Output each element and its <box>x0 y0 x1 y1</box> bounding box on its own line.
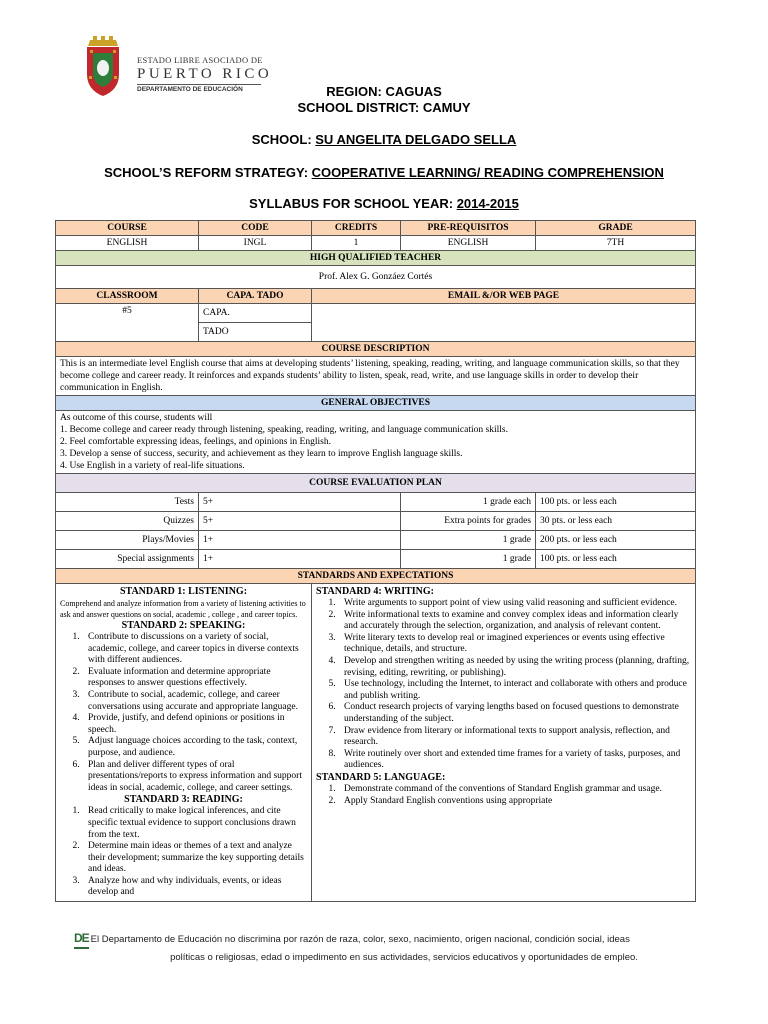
footer-line2: políticas o religiosas, edad o impedimento en sus actividades, servicios educativos y oportunidades de empleo. <box>170 952 638 963</box>
evaluation-points: 100 pts. or less each <box>536 550 696 569</box>
course-header: COURSE <box>56 221 199 236</box>
standard4-item: 6. Conduct research projects of varying lengths based on focused questions to demonstrate understanding of the subject. <box>338 702 691 725</box>
standard3-item: 1. Read critically to make logical inferences, and cite specific textual evidence to support conclusions drawn from the text. <box>82 806 307 841</box>
standard4-item: 2. Write informational texts to examine and convey complex ideas and information clearly and accurately through the selection, organization, and analysis of relevant content. <box>338 610 691 633</box>
course-values-row <box>56 236 696 251</box>
standard1-title: STANDARD 1: LISTENING: <box>119 586 248 597</box>
standard3-item: 2. Determine main ideas or themes of a text and analyze their development; summarize the key supporting details and ideas. <box>82 841 307 876</box>
credits-value: 1 <box>312 236 401 251</box>
objective-item: 4. Use English in a variety of real-life situations. <box>60 461 245 471</box>
evaluation-item: Plays/Movies <box>56 531 199 550</box>
footer-notice <box>74 929 734 967</box>
code-value: INGL <box>199 236 312 251</box>
classroom-value: #5 <box>56 304 199 342</box>
evaluation-weight: 1 grade <box>401 550 536 569</box>
course-header-row <box>56 221 696 236</box>
teacher-name: Prof. Alex G. Gonzáez Cortés <box>56 266 696 289</box>
standard2-item: 5. Adjust language choices according to the task, context, purpose, and audience. <box>82 736 307 759</box>
standard3-list <box>60 806 307 899</box>
standard4-item: 7. Draw evidence from literary or informational texts to support analysis, reflection, and research. <box>338 726 691 749</box>
footer-text1: El Departamento de Educación no discrimina por razón de raza, color, sexo, nacimiento, origen nacional, condición social, ideas <box>90 934 630 945</box>
standards-left-column <box>56 584 312 902</box>
evaluation-count: 5+ <box>199 493 401 512</box>
evaluation-weight: 1 grade each <box>401 493 536 512</box>
objective-item: 3. Develop a sense of success, security, and achievement as they learn to improve English language skills. <box>60 449 463 459</box>
grade-value: 7TH <box>536 236 696 251</box>
prerequisites-header: PRE-REQUISITOS <box>401 221 536 236</box>
standard3-title: STANDARD 3: READING: <box>124 794 243 806</box>
objective-item: 1. Become college and career ready through listening, speaking, reading, writing, and language communication skills. <box>60 425 508 435</box>
standard1-text: Comprehend and analyze information from a variety of listening activities to ask and answer questions on social, academic , college , and career topics. <box>60 599 306 619</box>
standard4-title: STANDARD 4: WRITING: <box>316 586 434 597</box>
standard2-item: 2. Evaluate information and determine appropriate responses to answer questions effectively. <box>82 667 307 690</box>
evaluation-weight: 1 grade <box>401 531 536 550</box>
standard2-item: 3. Contribute to social, academic, college, and career conversations using accurate and appropriate language. <box>82 690 307 713</box>
agency-line2: PUERTO RICO <box>137 66 273 82</box>
strategy-heading <box>0 165 768 180</box>
standards-right-column <box>312 584 696 902</box>
standard2-item: 4. Provide, justify, and defend opinions or positions in speech. <box>82 713 307 736</box>
standard2-item: 6. Plan and deliver different types of oral presentations/reports to express information and support ideas in social, academic, college, and career settings. <box>82 760 307 795</box>
objectives-heading: GENERAL OBJECTIVES <box>56 396 696 411</box>
standard4-item: 3. Write literary texts to develop real or imagined experiences or events using effective technique, details, and structure. <box>338 633 691 656</box>
agency-line1: ESTADO LIBRE ASOCIADO DE <box>137 55 263 65</box>
standard5-title: STANDARD 5: LANGUAGE: <box>316 771 446 783</box>
school-value: SU ANGELITA DELGADO SELLA <box>315 132 517 147</box>
evaluation-row <box>56 550 696 569</box>
prerequisites-value: ENGLISH <box>401 236 536 251</box>
classroom-header: CLASSROOM <box>56 289 199 304</box>
evaluation-points: 100 pts. or less each <box>536 493 696 512</box>
region-heading: REGION: CAGUAS <box>326 84 442 99</box>
department-logo: DE <box>74 929 89 949</box>
description-text: This is an intermediate level English course that aims at developing students’ listening, speaking, reading, writing, and language communication skills, so that they become college and career ready. It reinforces and expands students’ ability to listen, speak, read, write, and use language skills in order to develop their communication in English. <box>56 357 696 396</box>
objective-item: 2. Feel comfortable expressing ideas, feelings, and opinions in English. <box>60 437 331 447</box>
evaluation-weight: Extra points for grades <box>401 512 536 531</box>
evaluation-row <box>56 493 696 512</box>
evaluation-item: Tests <box>56 493 199 512</box>
credits-header: CREDITS <box>312 221 401 236</box>
evaluation-count: 1+ <box>199 550 401 569</box>
standard2-list <box>60 632 307 794</box>
teacher-heading: HIGH QUALIFIED TEACHER <box>56 251 696 266</box>
capa-header: CAPA. TADO <box>199 289 312 304</box>
agency-line3: DEPARTAMENTO DE EDUCACIÓN <box>137 86 243 93</box>
standard3-item: 3. Analyze how and why individuals, events, or ideas develop and <box>82 876 307 899</box>
evaluation-points: 30 pts. or less each <box>536 512 696 531</box>
evaluation-count: 1+ <box>199 531 401 550</box>
standard5-item: 1. Demonstrate command of the conventions of Standard English grammar and usage. <box>338 784 691 796</box>
evaluation-row <box>56 531 696 550</box>
evaluation-row <box>56 512 696 531</box>
grade-header: GRADE <box>536 221 696 236</box>
course-value: ENGLISH <box>56 236 199 251</box>
footer-line1 <box>74 929 734 949</box>
objectives-intro: As outcome of this course, students will <box>60 413 213 423</box>
standards-heading: STANDARDS AND EXPECTATIONS <box>56 569 696 584</box>
standard4-item: 5. Use technology, including the Internet, to interact and collaborate with others and produce and publish writing. <box>338 679 691 702</box>
classroom-header-row <box>56 289 696 304</box>
capa-line2: TADO <box>199 323 312 342</box>
evaluation-points: 200 pts. or less each <box>536 531 696 550</box>
objectives-list <box>56 411 696 474</box>
standard4-item: 4. Develop and strengthen writing as needed by using the writing process (planning, drafting, revising, editing, rewriting, or publishing). <box>338 656 691 679</box>
standard2-item: 1. Contribute to discussions on a variety of social, academic, college, and career topics in diverse contexts with different audiences. <box>82 632 307 667</box>
syllabus-heading <box>0 196 768 211</box>
standard5-item: 2. Apply Standard English conventions using appropriate <box>338 796 691 808</box>
school-label: SCHOOL: <box>251 132 316 147</box>
syllabus-label: SYLLABUS FOR SCHOOL YEAR: <box>249 196 457 211</box>
email-header: EMAIL &/OR WEB PAGE <box>312 289 696 304</box>
description-heading: COURSE DESCRIPTION <box>56 342 696 357</box>
school-heading <box>0 132 768 147</box>
email-value <box>312 304 696 342</box>
syllabus-value: 2014-2015 <box>456 196 519 211</box>
evaluation-item: Special assignments <box>56 550 199 569</box>
district-heading: SCHOOL DISTRICT: CAMUY <box>297 100 471 115</box>
evaluation-item: Quizzes <box>56 512 199 531</box>
code-header: CODE <box>199 221 312 236</box>
standard2-title: STANDARD 2: SPEAKING: <box>121 620 246 631</box>
standard4-item: 8. Write routinely over short and extended time frames for a variety of tasks, purposes, and audiences. <box>338 749 691 772</box>
syllabus-table <box>55 220 696 902</box>
evaluation-heading: COURSE EVALUATION PLAN <box>56 474 696 493</box>
standard5-list <box>316 784 691 807</box>
standard4-list <box>316 598 691 772</box>
evaluation-count: 5+ <box>199 512 401 531</box>
strategy-value: COOPERATIVE LEARNING/ READING COMPREHENSION <box>311 165 664 180</box>
capa-line1: CAPA. <box>199 304 312 323</box>
strategy-label: SCHOOL’S REFORM STRATEGY: <box>104 165 312 180</box>
standard4-item: 1. Write arguments to support point of view using valid reasoning and sufficient evidence. <box>338 598 691 610</box>
